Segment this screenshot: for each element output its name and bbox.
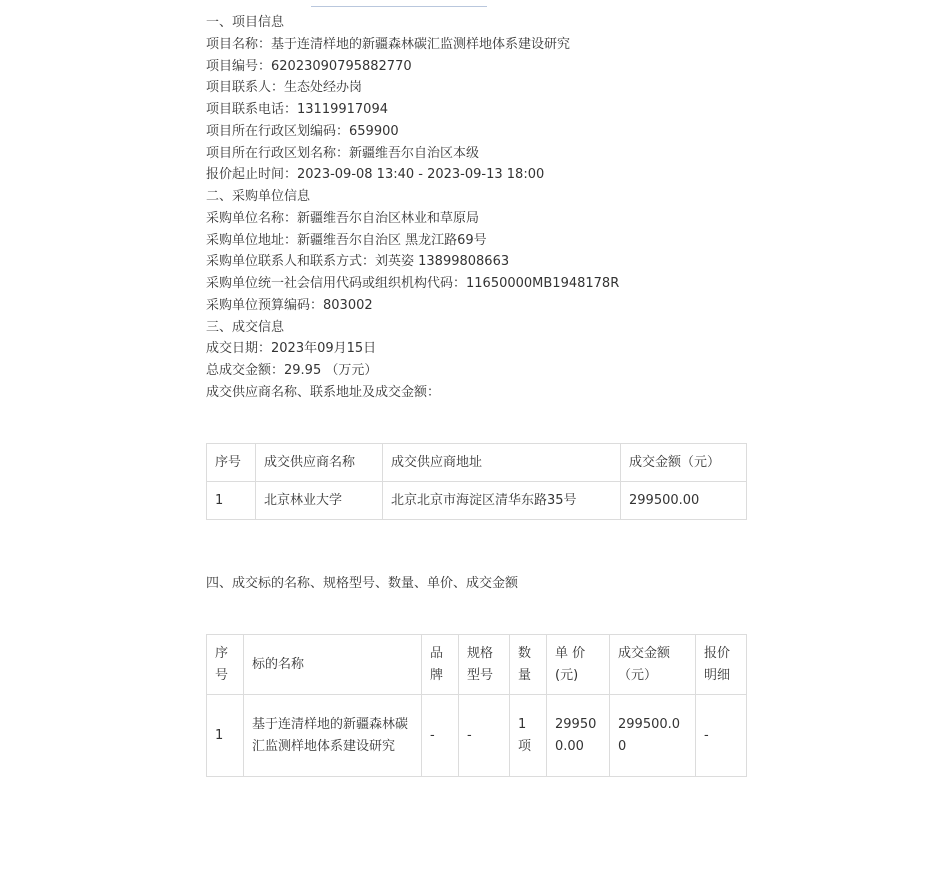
- table-header-cell: 成交供应商名称: [256, 444, 383, 482]
- deal-date: 成交日期：2023年09月15日: [206, 341, 377, 357]
- items-table: [206, 634, 747, 777]
- purchaser-contact: 采购单位联系人和联系方式：刘英姿 13899808663: [206, 254, 510, 270]
- table-cell: 1: [207, 695, 244, 777]
- project-section-title: 一、项目信息: [206, 15, 285, 30]
- deal-section-title: 三、成交信息: [206, 319, 285, 335]
- table-cell: 299500.00: [610, 695, 696, 777]
- project-number: 项目编号：62023090795882770: [206, 58, 412, 74]
- table-header-cell: 品牌: [422, 635, 459, 695]
- table-header-cell: 序号: [207, 444, 256, 482]
- table-header-cell: 标的名称: [244, 635, 422, 695]
- purchaser-address: 采购单位地址：新疆维吾尔自治区 黑龙江路69号: [206, 232, 487, 248]
- project-region-name: 项目所在行政区划名称：新疆维吾尔自治区本级: [206, 145, 480, 161]
- table-header-cell: 成交供应商地址: [383, 444, 621, 482]
- project-phone: 项目联系电话：13119917094: [206, 102, 388, 117]
- table-cell: 299500.00: [621, 482, 747, 520]
- project-name: 项目名称：基于连清样地的新疆森林碳汇监测样地体系建设研究: [206, 36, 571, 52]
- table-cell: 1项: [510, 695, 547, 777]
- table-header-cell: 成交金额（元）: [610, 635, 696, 695]
- purchaser-name: 采购单位名称：新疆维吾尔自治区林业和草原局: [206, 210, 480, 226]
- table-cell: 299500.00: [547, 695, 610, 777]
- purchaser-budget-code: 采购单位预算编码：803002: [206, 297, 373, 313]
- table-cell: -: [459, 695, 510, 777]
- table-header-cell: 规格型号: [459, 635, 510, 695]
- table-cell: -: [422, 695, 459, 777]
- supplier-table: [206, 443, 747, 520]
- table-cell: 基于连清样地的新疆森林碳汇监测样地体系建设研究: [244, 695, 422, 777]
- table-header-cell: 成交金额（元）: [621, 444, 747, 482]
- table-row: [207, 695, 747, 777]
- items-table-header-row: [207, 635, 747, 695]
- project-contact: 项目联系人：生态处经办岗: [206, 80, 363, 96]
- table-header-cell: 单 价(元): [547, 635, 610, 695]
- deal-total: 总成交金额：29.95 （万元）: [206, 363, 378, 378]
- table-cell: -: [696, 695, 747, 777]
- table-cell: 1: [207, 482, 256, 520]
- quote-time: 报价起止时间：2023-09-08 13:40 - 2023-09-13 18:00: [206, 167, 545, 183]
- table-header-cell: 数量: [510, 635, 547, 695]
- items-section-title: 四、成交标的名称、规格型号、数量、单价、成交金额: [206, 576, 519, 591]
- purchaser-credit-code: 采购单位统一社会信用代码或组织机构代码：11650000MB1948178R: [206, 276, 620, 291]
- table-row: [207, 482, 747, 520]
- top-divider: [311, 6, 487, 7]
- table-cell: 北京北京市海淀区清华东路35号: [383, 482, 621, 520]
- supplier-table-header-row: [207, 444, 747, 482]
- purchaser-section-title: 二、采购单位信息: [206, 189, 311, 204]
- table-header-cell: 序号: [207, 635, 244, 695]
- project-region-code: 项目所在行政区划编码：659900: [206, 123, 399, 139]
- supplier-intro: 成交供应商名称、联系地址及成交金额：: [206, 384, 441, 400]
- announcement-info: [206, 12, 766, 404]
- table-cell: 北京林业大学: [256, 482, 383, 520]
- table-header-cell: 报价明细: [696, 635, 747, 695]
